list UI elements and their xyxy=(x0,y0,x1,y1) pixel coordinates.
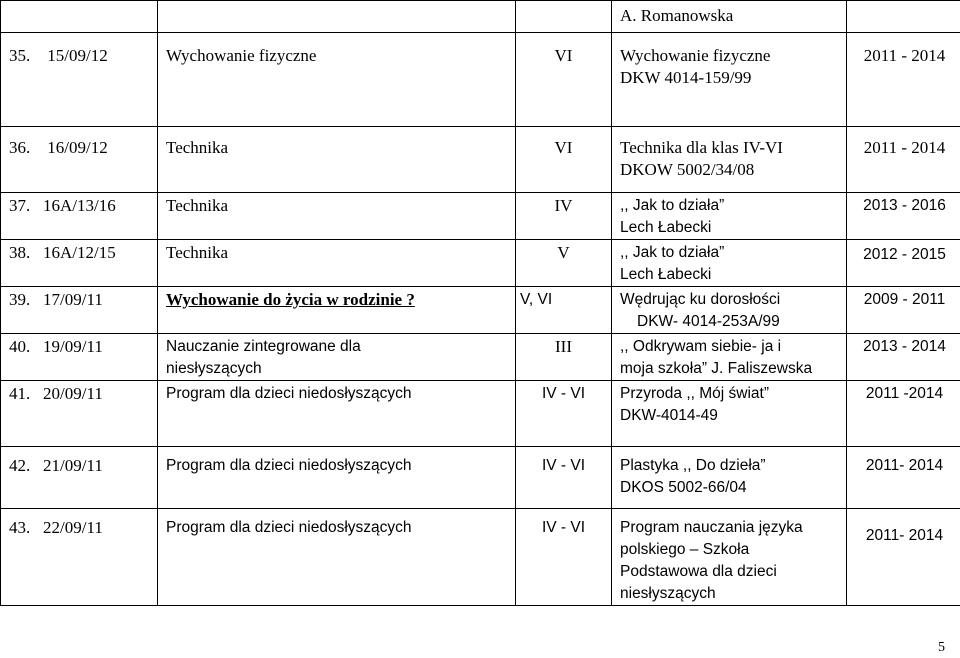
row-grade: IV - VI xyxy=(516,509,612,606)
row-code: 19/09/11 xyxy=(43,337,103,356)
program-line: Podstawowa dla dzieci xyxy=(620,563,777,580)
table-header-row xyxy=(1,1,960,33)
subject-underlined: Wychowanie do życia w rodzinie ? xyxy=(166,290,415,309)
row-code: 21/09/11 xyxy=(43,456,103,475)
row-code: 16/09/12 xyxy=(47,138,108,157)
row-id xyxy=(1,381,158,447)
table-row xyxy=(1,127,960,193)
row-id xyxy=(1,287,158,334)
row-id xyxy=(1,447,158,509)
row-id xyxy=(1,509,158,606)
row-program xyxy=(612,193,847,240)
program-line: Program nauczania języka xyxy=(620,519,803,536)
program-line: niesłyszących xyxy=(620,585,716,602)
page-number: 5 xyxy=(938,640,945,655)
program-line: Wędrując ku dorosłości xyxy=(620,291,781,308)
row-program xyxy=(612,381,847,447)
row-grade: VI xyxy=(516,33,612,127)
subject-line: Nauczanie zintegrowane dla xyxy=(166,338,361,355)
row-subject: Technika xyxy=(158,127,516,193)
row-subject: Technika xyxy=(158,240,516,287)
row-number: 37. xyxy=(9,196,31,215)
row-number: 35. xyxy=(9,46,31,65)
row-subject: Program dla dzieci niedosłyszących xyxy=(158,447,516,509)
empty-cell xyxy=(847,1,960,33)
program-line: ,, Jak to działa” xyxy=(620,244,725,261)
row-years: 2011- 2014 xyxy=(847,447,960,509)
table-row xyxy=(1,193,960,240)
row-number: 39. xyxy=(9,290,31,309)
program-line: polskiego – Szkoła xyxy=(620,541,750,558)
row-program xyxy=(612,287,847,334)
program-line: DKOS 5002-66/04 xyxy=(620,479,747,496)
row-id xyxy=(1,334,158,381)
row-years: 2012 - 2015 xyxy=(847,240,960,287)
row-code: 20/09/11 xyxy=(43,384,103,403)
row-number: 36. xyxy=(9,138,31,157)
row-code: 17/09/11 xyxy=(43,290,103,309)
table-row xyxy=(1,381,960,447)
row-id xyxy=(1,33,158,127)
subject-line: niesłyszących xyxy=(166,360,262,377)
row-program xyxy=(612,240,847,287)
table-row xyxy=(1,287,960,334)
program-line: Lech Łabecki xyxy=(620,266,712,283)
row-number: 40. xyxy=(9,337,31,356)
row-grade: V, VI xyxy=(516,287,612,334)
empty-cell xyxy=(158,1,516,33)
empty-cell xyxy=(516,1,612,33)
row-program xyxy=(612,447,847,509)
program-line: DKW 4014-159/99 xyxy=(620,68,752,87)
row-grade: V xyxy=(516,240,612,287)
row-subject xyxy=(158,287,516,334)
table-row xyxy=(1,334,960,381)
row-years: 2013 - 2014 xyxy=(847,334,960,381)
row-years: 2011 - 2014 xyxy=(847,127,960,193)
row-program xyxy=(612,509,847,606)
program-line: Przyroda ,, Mój świat” xyxy=(620,385,770,402)
table-row xyxy=(1,509,960,606)
row-grade: IV - VI xyxy=(516,447,612,509)
row-years: 2009 - 2011 xyxy=(847,287,960,334)
program-line: Lech Łabecki xyxy=(620,219,712,236)
author-name: A. Romanowska xyxy=(612,1,847,33)
table-row xyxy=(1,447,960,509)
row-number: 38. xyxy=(9,243,31,262)
program-line: Plastyka ,, Do dzieła” xyxy=(620,457,766,474)
row-program xyxy=(612,33,847,127)
program-line: DKOW 5002/34/08 xyxy=(620,160,755,179)
row-code: 16A/13/16 xyxy=(43,196,116,215)
row-subject: Wychowanie fizyczne xyxy=(158,33,516,127)
row-years: 2011 -2014 xyxy=(847,381,960,447)
row-subject: Program dla dzieci niedosłyszących xyxy=(158,381,516,447)
row-grade: IV - VI xyxy=(516,381,612,447)
program-line: ,, Jak to działa” xyxy=(620,197,725,214)
program-line: Technika dla klas IV-VI xyxy=(620,138,783,157)
row-grade: III xyxy=(516,334,612,381)
program-line: DKW- 4014-253A/99 xyxy=(637,313,780,330)
row-years: 2011- 2014 xyxy=(847,509,960,606)
row-id xyxy=(1,240,158,287)
row-id xyxy=(1,193,158,240)
row-grade: IV xyxy=(516,193,612,240)
row-subject xyxy=(158,334,516,381)
row-id xyxy=(1,127,158,193)
row-program xyxy=(612,127,847,193)
row-years: 2011 - 2014 xyxy=(847,33,960,127)
row-years: 2013 - 2016 xyxy=(847,193,960,240)
row-grade: VI xyxy=(516,127,612,193)
row-code: 22/09/11 xyxy=(43,518,103,537)
row-subject: Technika xyxy=(158,193,516,240)
row-subject: Program dla dzieci niedosłyszących xyxy=(158,509,516,606)
row-number: 42. xyxy=(9,456,31,475)
program-line: moja szkoła” J. Faliszewska xyxy=(620,360,813,377)
row-code: 15/09/12 xyxy=(47,46,108,65)
empty-cell xyxy=(1,1,158,33)
program-line: DKW-4014-49 xyxy=(620,407,718,424)
program-line: ,, Odkrywam siebie- ja i xyxy=(620,338,782,355)
program-line: Wychowanie fizyczne xyxy=(620,46,771,65)
row-number: 43. xyxy=(9,518,31,537)
table-row xyxy=(1,240,960,287)
row-number: 41. xyxy=(9,384,31,403)
row-program xyxy=(612,334,847,381)
row-code: 16A/12/15 xyxy=(43,243,116,262)
table-row xyxy=(1,33,960,127)
